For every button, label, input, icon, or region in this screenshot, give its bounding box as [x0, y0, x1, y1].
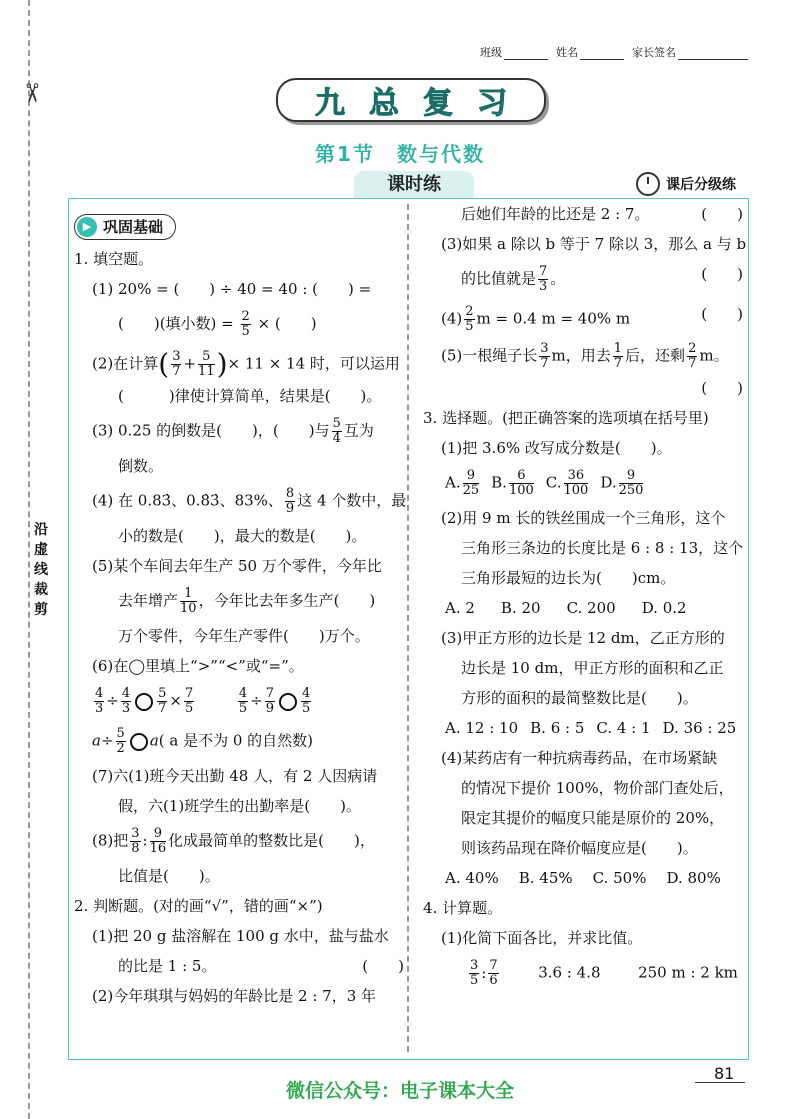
- q3-3-line-c: 方形的面积的最简整数比是( )。: [461, 689, 698, 707]
- q4-ratio-2: 3.6 : 4.8: [538, 963, 601, 982]
- tiered-practice-label: 课后分级练: [666, 177, 736, 193]
- student-info-header: [480, 44, 754, 60]
- q3-2-options: [423, 599, 743, 618]
- q1-7-line-a: (7)六(1)班今天出勤 48 人，有 2 人因病请: [92, 767, 378, 785]
- page-number: 81: [714, 1064, 735, 1083]
- answer-paren[interactable]: ( ): [701, 265, 743, 283]
- q3-2-line-b: 三角形三条边的长度比是 6 : 8 : 13，这个: [461, 539, 744, 557]
- q2-3-line-b: 的比值就是 $\frac{7}{3}$ 。 ( ): [461, 264, 743, 294]
- q2-1-b: 的比是 1 : 5。: [118, 957, 217, 975]
- q3-2-option-c[interactable]: C. 200: [566, 599, 616, 617]
- q4-title: 4. 计算题。: [423, 899, 503, 917]
- q1-7-line-b: 假，六(1)班学生的出勤率是( )。: [118, 797, 361, 815]
- q1-3-line-a: (3) 0.25 的倒数是( )，( )与 $\frac{5}{4}$ 互为: [92, 416, 374, 446]
- q3-1-option-b[interactable]: B. $\frac{6}{100}$: [491, 468, 534, 498]
- q3-4-options: [423, 869, 743, 888]
- fraction-2-5: $\frac{2}{5}$: [241, 309, 250, 339]
- q2-1-line-a: (1)把 20 g 盐溶解在 100 g 水中，盐与盐水: [92, 927, 389, 945]
- q3-2-line-c: 三角形最短的边长为( )cm。: [461, 569, 676, 587]
- q1-8-pre: (8)把: [92, 831, 129, 850]
- answer-paren[interactable]: ( ): [701, 379, 743, 397]
- compare-circle-2[interactable]: [279, 693, 297, 711]
- q1-4-post: 这 4 个数中，最: [297, 491, 407, 510]
- q3-4-option-c[interactable]: C. 50%: [592, 869, 647, 887]
- q2-2-b: 后她们年龄的比还是 2 : 7。: [461, 205, 650, 223]
- q1-1-line-b: [74, 310, 404, 339]
- q1-6-comparisons: $\frac{4}{3}$ ÷ $\frac{4}{3}$ $\frac{5}{7}$ × $\frac{7}{5}$ $\frac{4}{5}$ ÷ $\frac{7}{9}$ $\frac{4}{5}$: [95, 686, 311, 716]
- q4-1-ratios: [423, 959, 743, 988]
- q2-3-b: 的比值就是: [461, 269, 537, 288]
- compare-circle-3[interactable]: [130, 733, 148, 751]
- basics-heading-label: 巩固基础: [103, 217, 164, 236]
- q2-4-line: (4) $\frac{2}{5}$ m = 0.4 m = 40% m ( ): [441, 304, 743, 334]
- q3-3-option-c[interactable]: C. 4 : 1: [596, 719, 651, 737]
- q4-ratio-1: $\frac{3}{5}$ : $\frac{7}{6}$: [470, 958, 498, 988]
- q1-2-line-a: (2)在计算( $\frac{3}{7}$ + $\frac{5}{11}$ )× 11 × 14 时，可以运用: [92, 347, 400, 381]
- q1-4-line-a: (4) 在 0.83̇、0.8̇3̇、83%、 $\frac{8}{9}$ 这 4 个数中，最: [92, 486, 407, 516]
- parent-signature-label: 家长签名: [632, 46, 676, 59]
- q2-2-line-a: (2)今年琪琪与妈妈的年龄比是 2 : 7，3 年: [92, 987, 377, 1005]
- q3-2-option-d[interactable]: D. 0.2: [641, 599, 687, 617]
- q1-3-post: 互为: [343, 421, 374, 440]
- q3-2-line-a: (2)用 9 m 长的铁丝围成一个三角形，这个: [441, 509, 726, 527]
- q1-title: 1. 填空题。: [74, 250, 154, 268]
- basics-heading: [74, 214, 176, 240]
- q1-1-b-post: × ( ): [257, 314, 317, 333]
- compare-circle-1[interactable]: [135, 693, 153, 711]
- q1-5-b-pre: 去年增产: [118, 591, 179, 610]
- q4-1-line: (1)化简下面各比，并求比值。: [441, 929, 643, 947]
- alarm-clock-icon: [636, 172, 660, 196]
- q3-4-option-d[interactable]: D. 80%: [666, 869, 721, 887]
- q2-3-line-a: (3)如果 a 除以 b 等于 7 除以 3，那么 a 与 b: [441, 235, 747, 253]
- q3-3-option-a[interactable]: A. 12 : 10: [445, 719, 519, 737]
- tiered-practice-badge: [636, 172, 736, 196]
- q1-6-line: (6)在◯里填上“>”“<”或“=”。: [92, 657, 304, 675]
- q1-6-note: ( a 是不为 0 的自然数): [158, 731, 314, 750]
- q3-3-option-d[interactable]: D. 36 : 25: [662, 719, 737, 737]
- q1-8-post: 化成最简单的整数比是( )，: [168, 831, 375, 850]
- q3-4-line-d: 则该药品现在降价幅度应是( )。: [461, 839, 698, 857]
- q3-4-option-a[interactable]: A. 40%: [445, 869, 499, 887]
- q1-4-line-b: 小的数是( )，最大的数是( )。: [118, 527, 367, 545]
- left-column: [74, 214, 407, 1017]
- q1-8-line-b: 比值是( )。: [118, 867, 220, 885]
- q2-5-paren-row: [423, 379, 743, 398]
- class-blank[interactable]: [504, 49, 548, 60]
- q2-4-mid: m = 0.4 m = 40% m: [476, 309, 631, 328]
- q2-2-line-b: [423, 205, 743, 224]
- q1-2-line-b: ( )律使计算简单，结果是( )。: [118, 387, 382, 405]
- q3-1-option-a[interactable]: A. $\frac{9}{25}$: [445, 468, 480, 498]
- q1-5-line-a: (5)某个车间去年生产 50 万个零件，今年比: [92, 557, 382, 575]
- q1-2-mid: × 11 × 14 时，可以运用: [227, 354, 400, 373]
- q2-1-line-b: [74, 957, 404, 976]
- q2-title: 2. 判断题。(对的画“√”，错的画“×”): [74, 897, 323, 915]
- scissors-icon: ✂: [15, 82, 46, 104]
- q3-1-option-d[interactable]: D. $\frac{9}{250}$: [600, 468, 644, 498]
- q1-5-b-post: ，今年比去年多生产( ): [198, 591, 376, 610]
- q1-8-line-a: (8)把 $\frac{3}{8}$ : $\frac{9}{16}$ 化成最简单的整数比是( )，: [92, 826, 375, 856]
- q4-ratio-3: 250 m : 2 km: [638, 963, 738, 982]
- q3-1-option-c[interactable]: C. $\frac{36}{100}$: [545, 468, 589, 498]
- q3-4-line-a: (4)某药店有一种抗病毒药品，在市场紧缺: [441, 749, 718, 767]
- cut-line-label: 沿虚线裁剪: [34, 522, 48, 618]
- q1-1-line-a: (1) 20% = ( ) ÷ 40 = 40 : ( ) =: [92, 280, 372, 298]
- answer-paren[interactable]: ( ): [701, 205, 743, 223]
- lesson-tab: 课时练: [354, 171, 474, 199]
- answer-paren[interactable]: ( ): [362, 957, 404, 975]
- q2-5-line: (5)一根绳子长 $\frac{3}{7}$ m，用去 $\frac{1}{7}$ 后，还剩 $\frac{2}{7}$ m。: [441, 341, 729, 371]
- name-blank[interactable]: [580, 49, 624, 60]
- q3-2-option-a[interactable]: A. 2: [445, 599, 475, 617]
- q1-2-pre: (2)在计算: [92, 354, 159, 373]
- answer-paren[interactable]: ( ): [701, 305, 743, 323]
- q3-title: 3. 选择题。(把正确答案的选项填在括号里): [423, 409, 709, 427]
- q3-3-line-a: (3)甲正方形的边长是 12 dm，乙正方形的: [441, 629, 725, 647]
- cut-line: [28, 0, 30, 1119]
- q3-3-options: [423, 719, 743, 738]
- q2-5-mid2: 后，还剩: [625, 346, 686, 365]
- parent-signature-blank[interactable]: [678, 49, 748, 60]
- q1-4-pre: (4) 在 0.83̇、0.8̇3̇、83%、: [92, 491, 283, 510]
- q1-3-pre: (3) 0.25 的倒数是( )，( )与: [92, 421, 330, 440]
- section-title: 第1节 数与代数: [315, 142, 485, 166]
- q3-4-option-b[interactable]: B. 45%: [518, 869, 573, 887]
- q1-5-line-c: 万个零件，今年生产零件( )万个。: [118, 627, 370, 645]
- q2-5-mid1: m，用去: [551, 346, 611, 365]
- right-column: [423, 205, 747, 999]
- q3-4-line-b: 的情况下提价 100%，物价部门查处后，: [461, 779, 734, 797]
- q3-3-option-b[interactable]: B. 6 : 5: [530, 719, 585, 737]
- q3-2-option-b[interactable]: B. 20: [500, 599, 541, 617]
- q1-6-comparison-a: a÷ $\frac{5}{2}$ a( a 是不为 0 的自然数): [92, 726, 314, 756]
- class-label: 班级: [480, 46, 502, 59]
- q3-1-line: (1)把 3.6% 改写成分数是( )。: [441, 439, 672, 457]
- chapter-title: 九总复习: [315, 86, 531, 121]
- name-label: 姓名: [556, 46, 578, 59]
- q2-5-pre: (5)一根绳子长: [441, 346, 538, 365]
- q3-4-line-c: 限定其提价的幅度只能是原价的 20%，: [461, 809, 725, 827]
- watermark-text: 微信公众号：电子课本大全: [285, 1080, 514, 1102]
- q1-3-line-b: 倒数。: [118, 457, 164, 475]
- q1-5-line-b: 去年增产 $\frac{1}{10}$ ，今年比去年多生产( ): [118, 586, 376, 616]
- q3-1-options: [423, 469, 743, 498]
- column-divider: [407, 204, 409, 1052]
- play-icon: ▶: [77, 217, 97, 237]
- q2-5-post: m。: [699, 346, 729, 365]
- q3-3-line-b: 边长是 10 dm，甲正方形的面积和乙正: [461, 659, 724, 677]
- chapter-banner: [276, 78, 546, 122]
- q1-1-b-pre: ( )(填小数) =: [118, 314, 234, 333]
